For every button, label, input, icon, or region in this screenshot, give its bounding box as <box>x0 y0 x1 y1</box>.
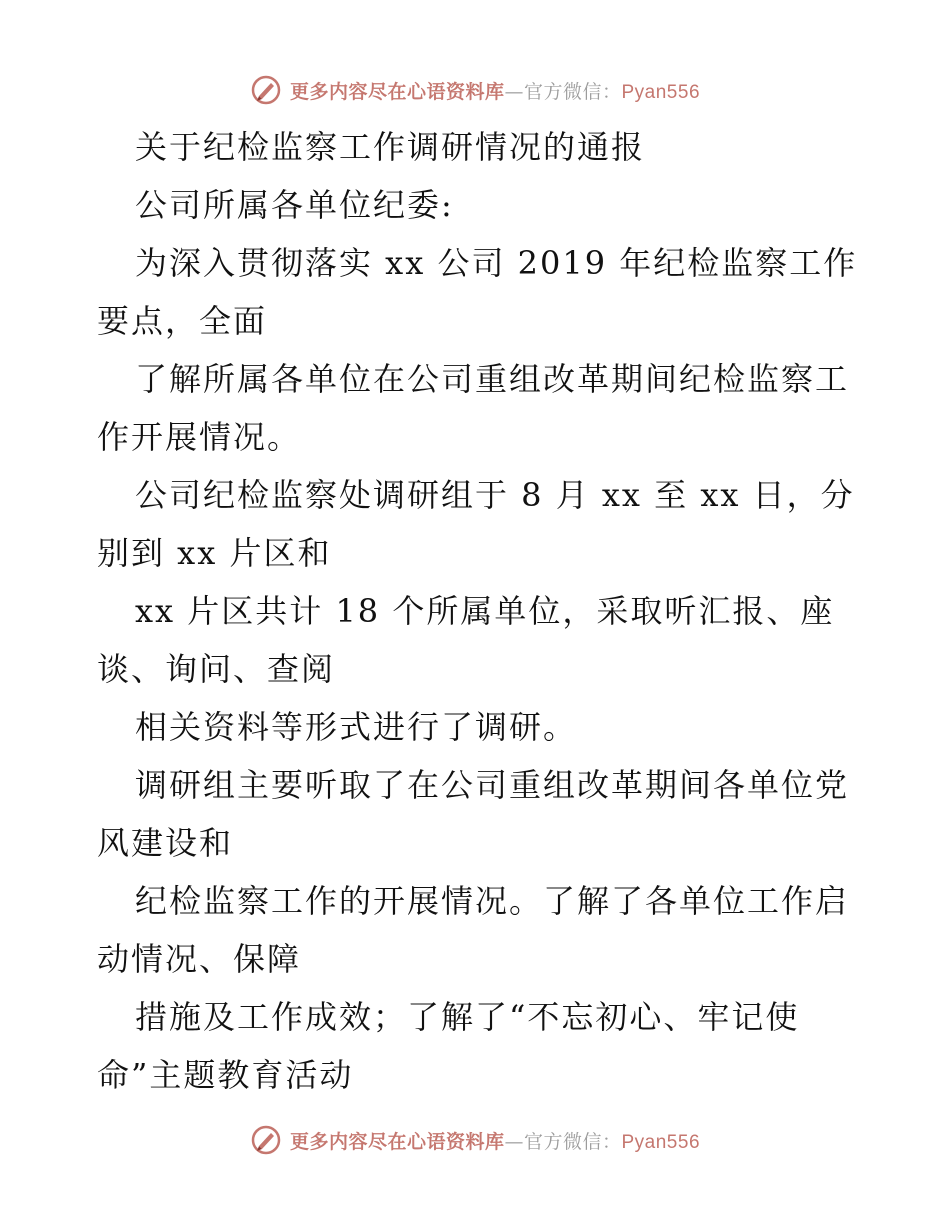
watermark-main-text: 更多内容尽在心语资料库 <box>289 1130 505 1153</box>
document-line: 纪检监察工作的开展情况。了解了各单位工作启 <box>135 882 850 920</box>
document-line: 作开展情况。 <box>97 418 302 456</box>
document-body <box>97 118 857 1104</box>
watermark-dash: — <box>504 80 524 103</box>
watermark-wechat-id: Pyan556 <box>621 1131 701 1153</box>
document-line: xx 片区共计 18 个所属单位，采取听汇报、座 <box>135 592 835 630</box>
watermark-main-text: 更多内容尽在心语资料库 <box>289 80 505 103</box>
document-line: 命”主题教育活动 <box>97 1056 354 1094</box>
document-line: 关于纪检监察工作调研情况的通报 <box>135 128 646 166</box>
document-line: 公司所属各单位纪委: <box>135 186 454 224</box>
document-line: 了解所属各单位在公司重组改革期间纪检监察工 <box>135 360 850 398</box>
document-line: 调研组主要听取了在公司重组改革期间各单位党 <box>135 766 850 804</box>
watermark-sub-text: 官方微信： <box>523 80 622 103</box>
pen-logo-icon <box>250 74 282 106</box>
watermark-footer <box>0 1122 950 1158</box>
document-line: 为深入贯彻落实 xx 公司 2019 年纪检监察工作 <box>135 244 858 282</box>
document-line: 公司纪检监察处调研组于 8 月 xx 至 xx 日，分 <box>135 476 855 514</box>
pen-logo-icon <box>250 1124 282 1156</box>
watermark-sub-text: 官方微信： <box>523 1130 622 1153</box>
document-line: 风建设和 <box>97 824 234 862</box>
watermark-header <box>0 72 950 108</box>
watermark-dash: — <box>504 1130 524 1153</box>
document-line: 相关资料等形式进行了调研。 <box>135 708 578 746</box>
document-line: 谈、询问、查阅 <box>97 650 336 688</box>
document-line: 动情况、保障 <box>97 940 302 978</box>
watermark-wechat-id: Pyan556 <box>621 81 701 103</box>
document-line: 要点，全面 <box>97 302 268 340</box>
document-line: 措施及工作成效；了解了“不忘初心、牢记使 <box>135 998 800 1036</box>
document-line: 别到 xx 片区和 <box>97 534 332 572</box>
